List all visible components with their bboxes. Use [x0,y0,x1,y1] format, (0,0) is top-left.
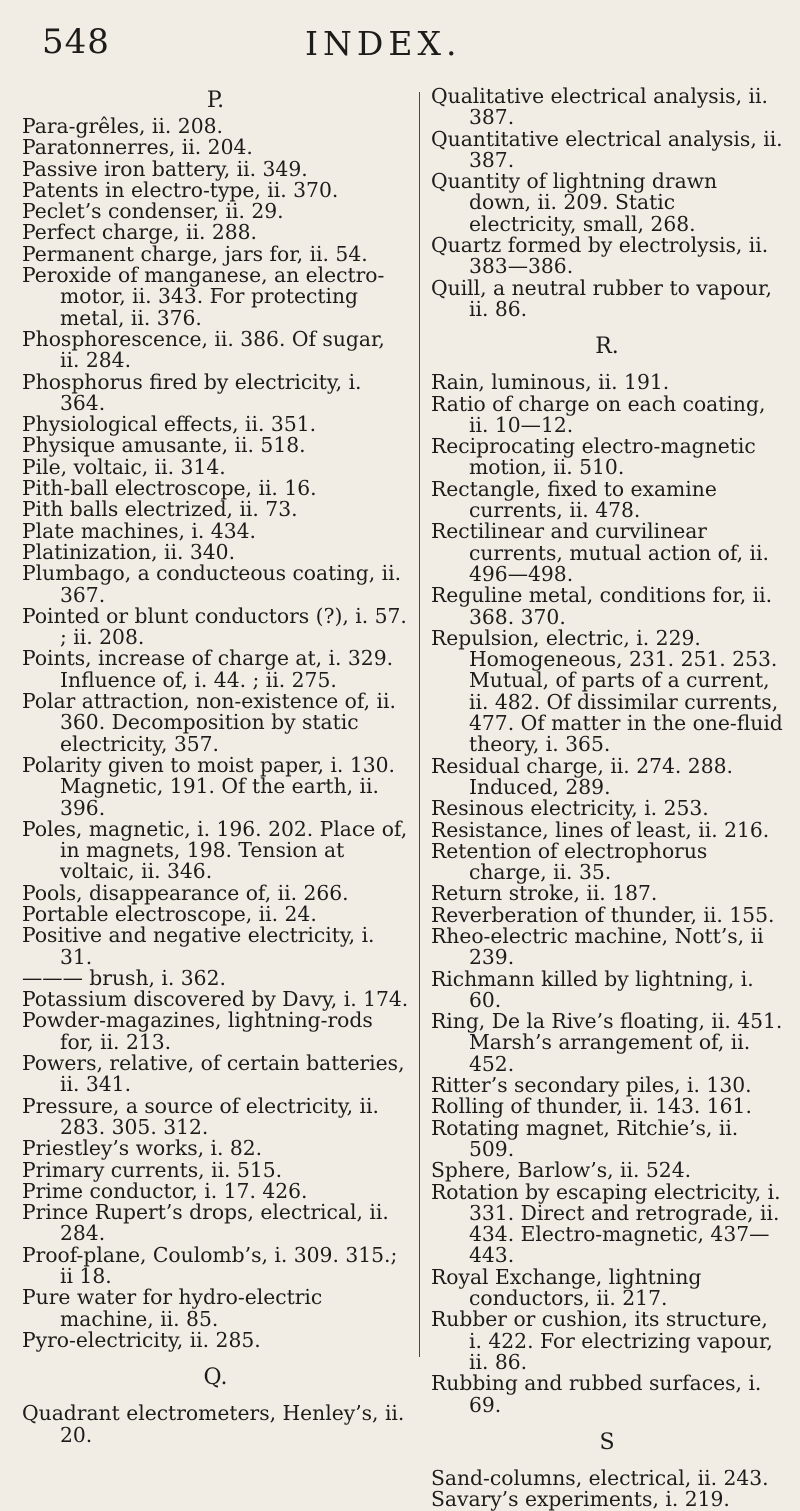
index-entry: Plumbago, a conducteous coating, ii. 367. [22,561,402,607]
index-entry: Proof-plane, Coulomb’s, i. 309. 315.; ii 18. [22,1242,398,1289]
page-header [0,22,800,72]
index-entry: Quill, a neutral rubber to vapour, ii. 86. [431,275,772,321]
index-entry: Pith balls electrized, ii. 73. [22,497,298,522]
right-column [431,86,783,1510]
index-entry: Priestley’s works, i. 82. [22,1136,263,1161]
index-entry: Rain, luminous, ii. 191. [431,370,670,395]
index-entry: Repulsion, electric, i. 229. Homogeneous, 231. 251. 253. Mutual, of parts of a current, ii. 482. Of dissimilar currents, 477. Of matter in the one-fluid theory, i. 365. [431,625,783,757]
index-entry: Rubbing and rubbed surfaces, i. 69. [431,1371,762,1417]
index-entry: Permanent charge, jars for, ii. 54. [22,241,368,266]
page-number: 548 [42,22,110,62]
index-entry: Resinous electricity, i. 253. [431,796,709,821]
index-entry: Quadrant electrometers, Henley’s, ii. 20. [22,1401,405,1447]
section-q-entries [22,1403,409,1446]
index-entry: Rolling of thunder, ii. 143. 161. [431,1094,752,1119]
index-entry: Residual charge, ii. 274. 288. Induced, 289. [431,753,733,799]
index-entry: Reverberation of thunder, ii. 155. [431,902,775,927]
index-entry: Paratonnerres, ii. 204. [22,135,253,160]
index-entry: Perfect charge, ii. 288. [22,220,258,245]
index-entry: Phosphorus fired by electricity, i. 364. [22,369,362,415]
index-entry: Poles, magnetic, i. 196. 202. Place of, in magnets, 198. Tension at voltaic, ii. 346. [22,816,408,884]
index-entry: Ring, De la Rive’s floating, ii. 451. Marsh’s arrangement of, ii. 452. [431,1009,783,1076]
section-heading-q: Q. [203,1365,228,1391]
index-entry: ——— brush, i. 362. [22,965,226,990]
index-entry: Rotating magnet, Ritchie’s, ii. 509. [431,1115,739,1161]
index-entry: Powers, relative, of certain batteries, ii. 341. [22,1051,405,1097]
index-entry: Peclet’s condenser, ii. 29. [22,199,284,224]
index-entry: Sphere, Barlow’s, ii. 524. [431,1158,692,1183]
index-entry: Ritter’s secondary piles, i. 130. [431,1073,752,1098]
index-entry: Rectangle, fixed to examine currents, ii. 478. [431,476,717,523]
section-heading-p: P. [206,88,225,113]
index-entry: Quantitative electrical analysis, ii. 387. [431,126,783,172]
index-entry: Return stroke, ii. 187. [431,881,658,906]
index-entry: Passive iron battery, ii. 349. [22,156,308,181]
index-entry: Physiological effects, ii. 351. [22,412,317,437]
index-entry: Peroxide of manganese, an electro-motor, ii. 343. For protecting metal, ii. 376. [22,263,385,330]
index-entry: Retention of electrophorus charge, ii. 35. [431,838,708,885]
index-entry: Quantity of lightning drawn down, ii. 209. Static electricity, small, 268. [431,169,718,236]
section-q-continued-entries [431,86,783,320]
index-entry: Rectilinear and curvilinear currents, mutual action of, ii. 496—498. [431,519,769,586]
column-divider [419,92,420,1357]
index-entry: Polar attraction, non-existence of, ii. 360. Decomposition by static electricity, 357. [22,689,396,756]
index-entry: Ratio of charge on each coating, ii. 10—12. [431,391,766,437]
index-entry: Polarity given to moist paper, i. 130. Magnetic, 191. Of the earth, ii. 396. [22,752,395,820]
section-s-entries [431,1465,783,1511]
index-entry: Royal Exchange, lightning conductors, ii. 217. [431,1264,702,1311]
index-entry: Pith-ball electroscope, ii. 16. [22,476,317,501]
index-entry: Primary currents, ii. 515. [22,1157,283,1182]
index-entry: Pointed or blunt conductors (?), i. 57. ; ii. 208. [22,603,407,650]
index-entry: Powder-magazines, lightning-rods for, ii. 213. [22,1008,373,1054]
section-heading-r: R. [595,334,619,360]
index-entry: Pure water for hydro-electric machine, ii. 85. [22,1285,323,1331]
index-entry: Resistance, lines of least, ii. 216. [431,817,770,842]
index-entry: Pile, voltaic, ii. 314. [22,454,226,479]
index-entry: Quartz formed by electrolysis, ii. 383—386. [431,233,769,279]
left-column [22,86,409,1446]
index-entry: Pressure, a source of electricity, ii. 283. 305. 312. [22,1093,379,1139]
index-entry: Physique amusante, ii. 518. [22,433,306,458]
index-entry: Portable electroscope, ii. 24. [22,901,317,926]
index-entry: Platinization, ii. 340. [22,539,236,564]
index-entry: Positive and negative electricity, i. 31. [22,923,375,969]
index-entry: Para-grêles, ii. 208. [22,114,223,138]
index-entry: Phosphorescence, ii. 386. Of sugar, ii. 284. [22,326,385,373]
index-entry: Richmann killed by lightning, i. 60. [431,966,754,1012]
index-entry: Rubber or cushion, its structure, i. 422. For electrizing vapour, ii. 86. [431,1307,773,1374]
index-entry: Rotation by escaping electricity, i. 331. Direct and retrograde, ii. 434. Electro-magnetic, 437—443. [431,1179,781,1268]
index-entry: Qualitative electrical analysis, ii. 387. [431,84,768,130]
index-entry: Potassium discovered by Davy, i. 174. [22,987,409,1012]
index-entry: Rheo-electric machine, Nott’s, ii 239. [431,923,764,970]
index-entry: Reguline metal, conditions for, ii. 368. 370. [431,583,773,629]
page-title: INDEX. [305,24,462,63]
index-entry: Savary’s experiments, i. 219. [431,1487,730,1511]
index-entry: Plate machines, i. 434. [22,518,256,543]
section-r-entries [431,372,783,1416]
index-entry: Patents in electro-type, ii. 370. [22,177,339,202]
section-heading-s: S [599,1429,615,1455]
index-entry: Prime conductor, i. 17. 426. [22,1178,308,1203]
index-entry: Prince Rupert’s drops, electrical, ii. 284. [22,1200,389,1246]
index-entry: Pyro-electricity, ii. 285. [22,1327,261,1352]
index-entry: Pools, disappearance of, ii. 266. [22,880,349,905]
index-entry: Reciprocating electro-magnetic motion, ii. 510. [431,434,756,480]
index-entry: Sand-columns, electrical, ii. 243. [431,1465,769,1490]
index-entry: Points, increase of charge at, i. 329. Influence of, i. 44. ; ii. 275. [22,646,394,692]
section-p-entries [22,116,409,1351]
